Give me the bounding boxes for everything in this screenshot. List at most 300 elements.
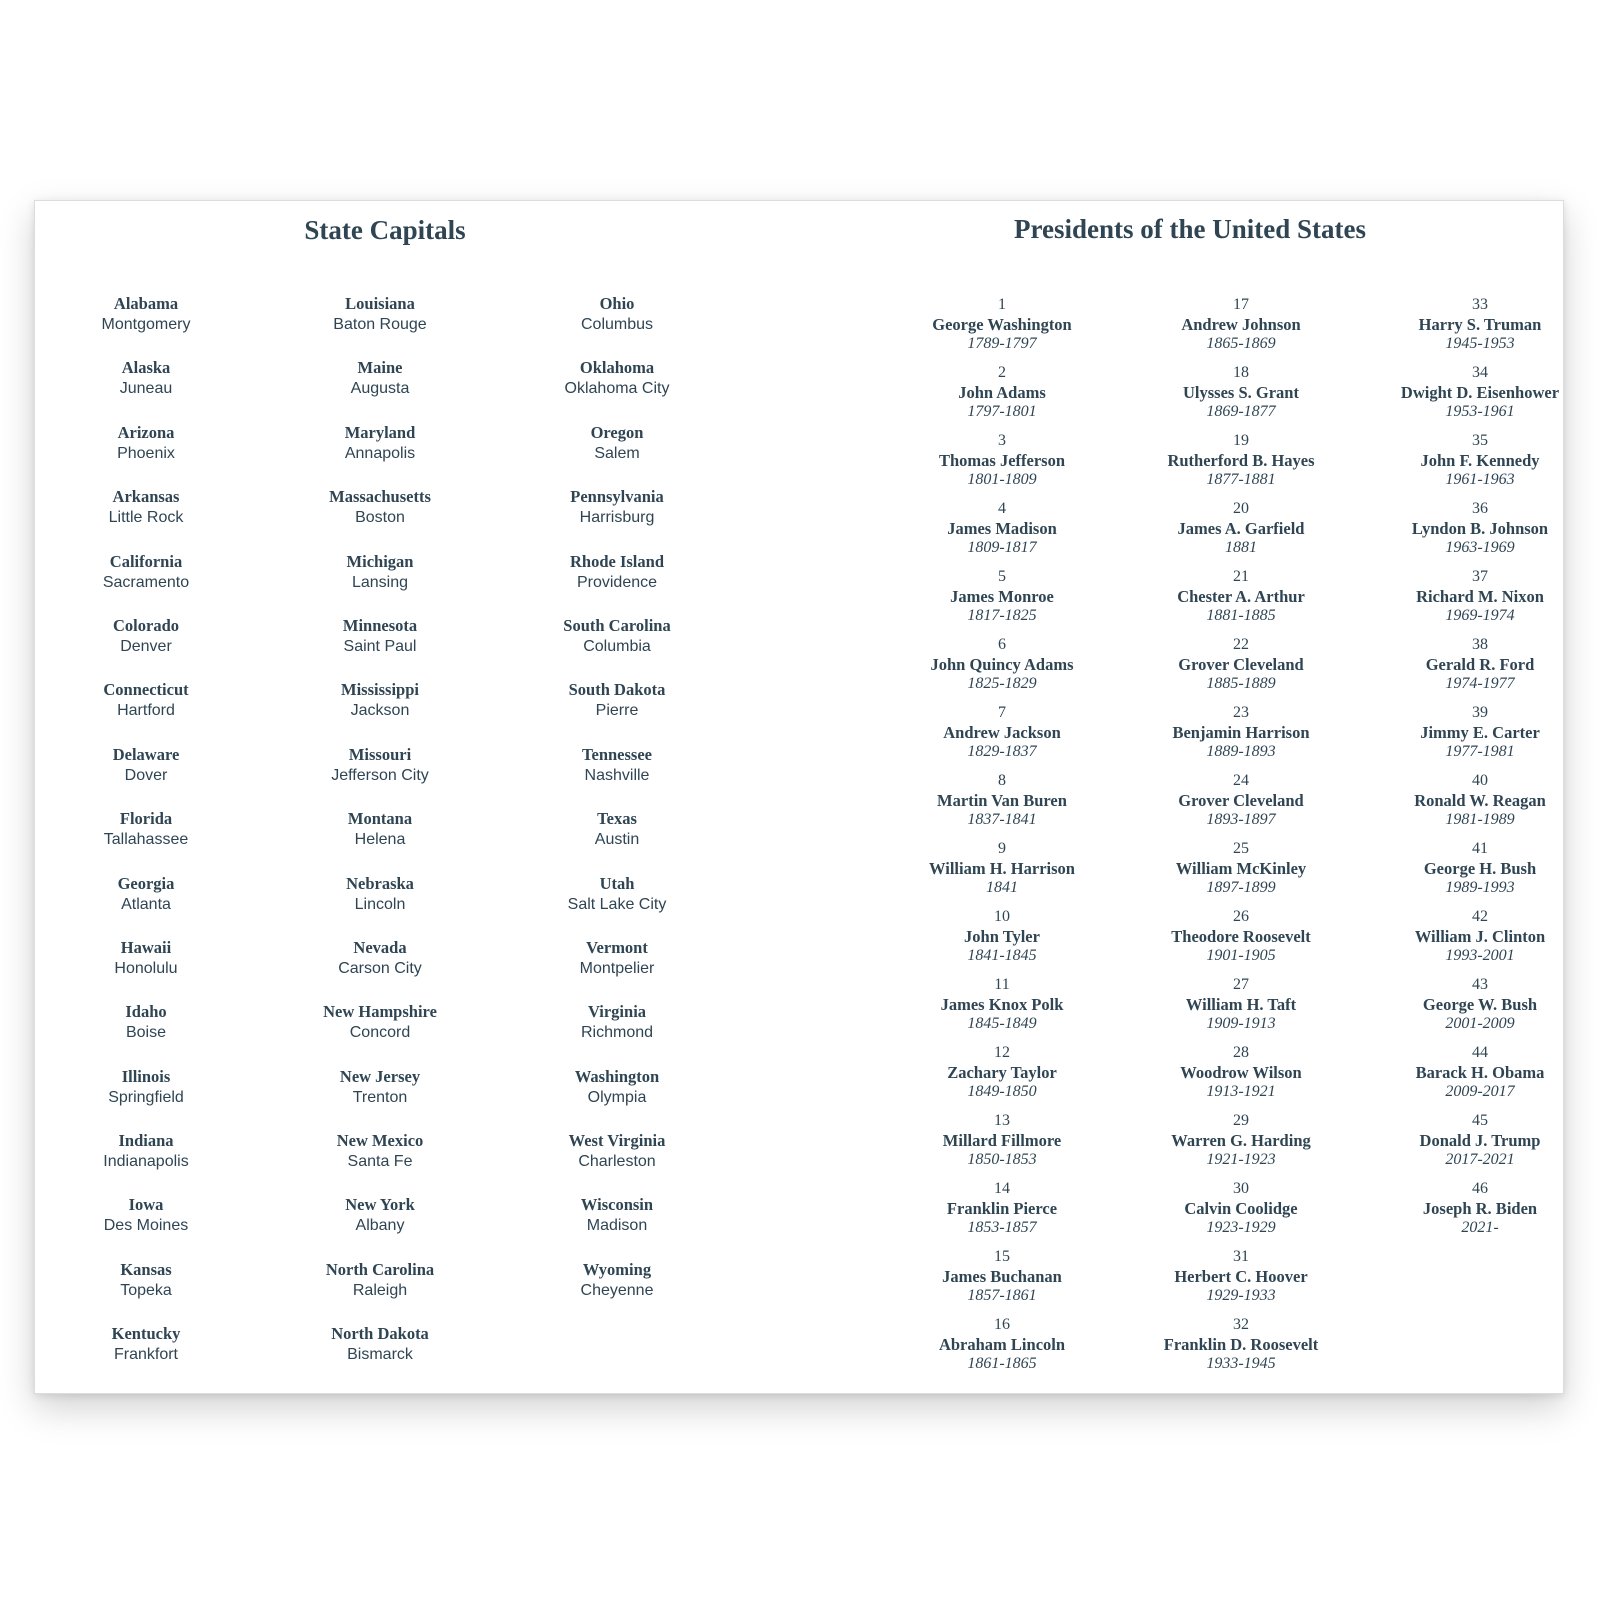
capital-name: Augusta	[350, 380, 410, 398]
president-name: William H. Harrison	[929, 858, 1075, 878]
state-entry	[31, 744, 261, 808]
capital-name: Lincoln	[354, 895, 406, 913]
president-number: 41	[1472, 840, 1488, 857]
state-entry	[502, 422, 732, 486]
state-name: Maryland	[344, 422, 416, 442]
president-number: 21	[1233, 568, 1249, 585]
capital-name: Olympia	[587, 1088, 647, 1106]
state-name: Washington	[574, 1066, 660, 1086]
state-name: Florida	[119, 809, 173, 829]
capital-name: Raleigh	[352, 1281, 408, 1299]
capital-name: Pierre	[595, 702, 639, 720]
state-entry	[31, 808, 261, 872]
capital-name: Sacramento	[102, 573, 190, 591]
president-number: 35	[1472, 432, 1488, 449]
president-number: 10	[994, 908, 1010, 925]
president-number: 34	[1472, 364, 1488, 381]
state-name: Connecticut	[103, 680, 189, 700]
president-number: 38	[1472, 636, 1488, 653]
president-entry	[887, 839, 1117, 907]
president-entry	[887, 499, 1117, 567]
capital-name: Columbus	[580, 316, 654, 333]
president-entry	[887, 1111, 1117, 1179]
president-number: 9	[998, 840, 1006, 857]
state-name: Texas	[597, 809, 637, 829]
state-name: Alaska	[121, 358, 171, 378]
state-entry	[265, 937, 495, 1001]
capital-name: Montgomery	[101, 316, 191, 333]
president-name: Millard Fillmore	[942, 1130, 1062, 1150]
president-name: Barack H. Obama	[1415, 1062, 1545, 1082]
president-name: Franklin Pierce	[946, 1198, 1058, 1218]
president-name: Rutherford B. Hayes	[1167, 450, 1315, 470]
state-entry	[265, 615, 495, 679]
president-name: Ulysses S. Grant	[1183, 382, 1299, 402]
state-entry	[502, 293, 732, 357]
capital-name: Baton Rouge	[333, 316, 427, 333]
capital-name: Charleston	[578, 1153, 656, 1171]
state-name: Arkansas	[112, 487, 180, 507]
state-entry	[265, 422, 495, 486]
capital-name: Columbia	[583, 637, 651, 655]
president-term: 1885-1889	[1206, 675, 1276, 692]
president-term: 1850-1853	[967, 1151, 1037, 1168]
president-entry	[887, 907, 1117, 975]
president-number: 32	[1233, 1316, 1249, 1333]
capital-name: Salem	[594, 444, 640, 462]
president-term: 2001-2009	[1445, 1015, 1515, 1032]
state-entry	[502, 551, 732, 615]
president-entry	[1365, 363, 1595, 431]
president-name: George W. Bush	[1422, 994, 1538, 1014]
president-term: 1881	[1225, 539, 1257, 556]
state-entry	[502, 1194, 732, 1258]
state-entry	[31, 1323, 261, 1387]
president-term: 1841-1845	[967, 947, 1037, 964]
president-term: 1797-1801	[967, 403, 1037, 420]
president-number: 36	[1472, 500, 1488, 517]
president-entry	[1126, 567, 1356, 635]
president-number: 46	[1472, 1180, 1488, 1197]
president-term: 1849-1850	[967, 1083, 1037, 1100]
president-term: 1989-1993	[1445, 879, 1515, 896]
state-name: Louisiana	[345, 294, 415, 313]
state-name: Vermont	[586, 937, 648, 957]
president-name: Grover Cleveland	[1178, 790, 1304, 810]
president-name: Abraham Lincoln	[938, 1334, 1066, 1354]
capital-name: Lansing	[351, 573, 409, 591]
presidents-column-2	[1126, 295, 1356, 1383]
capital-name: Bismarck	[347, 1346, 413, 1364]
state-entry	[31, 357, 261, 421]
state-name: Maine	[357, 358, 403, 378]
state-entry	[265, 1259, 495, 1323]
state-name: Alabama	[113, 294, 179, 313]
president-name: Joseph R. Biden	[1422, 1198, 1538, 1218]
capital-name: Concord	[349, 1024, 411, 1042]
capital-name: Honolulu	[114, 959, 178, 977]
president-term: 1829-1837	[967, 743, 1037, 760]
president-name: James A. Garfield	[1177, 518, 1305, 538]
state-capitals-column-3	[502, 293, 732, 1323]
president-number: 19	[1233, 432, 1249, 449]
president-number: 6	[998, 636, 1006, 653]
state-name: Colorado	[113, 615, 179, 635]
state-entry	[502, 615, 732, 679]
capital-name: Des Moines	[103, 1217, 189, 1235]
president-name: James Monroe	[950, 586, 1054, 606]
president-number: 27	[1233, 976, 1249, 993]
president-name: Warren G. Harding	[1171, 1130, 1311, 1150]
state-name: Iowa	[128, 1195, 164, 1215]
state-name: North Dakota	[331, 1324, 429, 1344]
president-number: 42	[1472, 908, 1488, 925]
president-entry	[1365, 1043, 1595, 1111]
state-name: Ohio	[599, 294, 635, 313]
president-term: 1865-1869	[1206, 335, 1276, 352]
president-number: 23	[1233, 704, 1249, 721]
state-name: Oklahoma	[579, 358, 655, 378]
president-number: 11	[994, 976, 1010, 993]
president-number: 39	[1472, 704, 1488, 721]
capital-name: Atlanta	[121, 895, 171, 913]
capital-name: Springfield	[108, 1088, 184, 1106]
president-entry	[1365, 839, 1595, 907]
state-entry	[265, 486, 495, 550]
capital-name: Montpelier	[579, 959, 655, 977]
president-name: Lyndon B. Johnson	[1411, 518, 1549, 538]
president-entry	[887, 1043, 1117, 1111]
president-entry	[1365, 635, 1595, 703]
state-name: Illinois	[121, 1066, 171, 1086]
president-name: James Madison	[947, 518, 1057, 538]
president-number: 33	[1472, 296, 1488, 313]
president-entry	[1365, 703, 1595, 771]
president-name: Martin Van Buren	[937, 790, 1067, 810]
president-term: 1877-1881	[1206, 471, 1276, 488]
president-entry	[1365, 295, 1595, 363]
state-entry	[502, 357, 732, 421]
president-entry	[1126, 907, 1356, 975]
state-name: Utah	[599, 873, 635, 893]
president-entry	[1365, 499, 1595, 567]
president-name: George H. Bush	[1423, 858, 1537, 878]
president-name: Benjamin Harrison	[1172, 722, 1310, 742]
president-number: 43	[1472, 976, 1488, 993]
president-name: Grover Cleveland	[1178, 654, 1304, 674]
capital-name: Providence	[576, 573, 658, 591]
president-entry	[1126, 975, 1356, 1043]
president-name: William McKinley	[1175, 858, 1307, 878]
president-entry	[1126, 499, 1356, 567]
state-name: Virginia	[587, 1002, 647, 1022]
president-entry	[887, 1179, 1117, 1247]
president-term: 1897-1899	[1206, 879, 1276, 896]
capital-name: Austin	[594, 831, 640, 849]
president-term: 1881-1885	[1206, 607, 1276, 624]
state-name: Massachusetts	[329, 487, 431, 507]
president-entry	[1126, 295, 1356, 363]
president-number: 31	[1233, 1248, 1249, 1265]
president-number: 14	[994, 1180, 1010, 1197]
capital-name: Tallahassee	[103, 831, 189, 849]
capital-name: Santa Fe	[347, 1153, 413, 1171]
president-term: 2009-2017	[1445, 1083, 1515, 1100]
state-entry	[265, 1323, 495, 1387]
state-entry	[265, 293, 495, 357]
president-number: 18	[1233, 364, 1249, 381]
state-entry	[502, 679, 732, 743]
president-term: 1909-1913	[1206, 1015, 1276, 1032]
state-name: Nevada	[353, 937, 407, 957]
president-term: 1817-1825	[967, 607, 1037, 624]
state-entry	[502, 1001, 732, 1065]
president-entry	[1365, 907, 1595, 975]
state-capitals-column-1	[31, 293, 261, 1388]
president-entry	[887, 431, 1117, 499]
state-name: Wyoming	[582, 1259, 652, 1279]
state-entry	[31, 1001, 261, 1065]
capital-name: Trenton	[352, 1088, 408, 1106]
state-entry	[502, 486, 732, 550]
president-name: Dwight D. Eisenhower	[1400, 382, 1560, 402]
state-entry	[265, 1066, 495, 1130]
state-entry	[265, 808, 495, 872]
state-entry	[265, 679, 495, 743]
state-entry	[31, 422, 261, 486]
state-name: Kansas	[120, 1259, 172, 1279]
president-term: 1869-1877	[1206, 403, 1276, 420]
state-entry	[502, 744, 732, 808]
president-name: Donald J. Trump	[1419, 1130, 1541, 1150]
president-number: 28	[1233, 1044, 1249, 1061]
president-term: 1825-1829	[967, 675, 1037, 692]
president-number: 2	[998, 364, 1006, 381]
state-name: Wisconsin	[580, 1195, 654, 1215]
president-entry	[1126, 431, 1356, 499]
state-name: New York	[345, 1195, 415, 1215]
president-number: 4	[998, 500, 1006, 517]
capital-name: Madison	[586, 1217, 648, 1235]
capital-name: Nashville	[584, 766, 650, 784]
president-number: 22	[1233, 636, 1249, 653]
president-number: 37	[1472, 568, 1488, 585]
state-name: Oregon	[590, 422, 644, 442]
capital-name: Denver	[120, 637, 172, 655]
state-name: South Dakota	[568, 680, 666, 700]
president-name: Ronald W. Reagan	[1414, 790, 1546, 810]
state-name: Hawaii	[120, 937, 172, 957]
president-term: 1981-1989	[1445, 811, 1515, 828]
president-term: 1837-1841	[967, 811, 1037, 828]
president-name: John Tyler	[964, 926, 1040, 946]
state-name: Kentucky	[111, 1324, 181, 1344]
president-name: William J. Clinton	[1414, 926, 1546, 946]
president-term: 1801-1809	[967, 471, 1037, 488]
president-entry	[1126, 1179, 1356, 1247]
capital-name: Jackson	[350, 702, 410, 720]
president-term: 1921-1923	[1206, 1151, 1276, 1168]
president-term: 1889-1893	[1206, 743, 1276, 760]
capital-name: Oklahoma City	[564, 380, 670, 398]
president-name: Jimmy E. Carter	[1420, 722, 1540, 742]
state-entry	[31, 486, 261, 550]
president-term: 1945-1953	[1445, 335, 1515, 352]
state-name: Idaho	[125, 1002, 167, 1022]
president-term: 1969-1974	[1445, 607, 1515, 624]
president-entry	[887, 635, 1117, 703]
state-entry	[265, 1001, 495, 1065]
president-name: John Quincy Adams	[930, 654, 1074, 674]
capital-name: Jefferson City	[331, 766, 429, 784]
president-number: 12	[994, 1044, 1010, 1061]
president-name: Gerald R. Ford	[1425, 654, 1535, 674]
president-name: Chester A. Arthur	[1177, 586, 1305, 606]
president-name: Herbert C. Hoover	[1174, 1266, 1308, 1286]
president-entry	[1126, 635, 1356, 703]
president-term: 1974-1977	[1445, 675, 1515, 692]
president-entry	[1126, 703, 1356, 771]
president-name: John Adams	[958, 382, 1046, 402]
president-term: 1961-1963	[1445, 471, 1515, 488]
state-entry	[31, 873, 261, 937]
president-number: 16	[994, 1316, 1010, 1333]
state-entry	[265, 1130, 495, 1194]
capital-name: Harrisburg	[579, 509, 655, 527]
state-entry	[31, 1130, 261, 1194]
president-number: 40	[1472, 772, 1488, 789]
president-number: 8	[998, 772, 1006, 789]
president-entry	[1365, 431, 1595, 499]
president-term: 1789-1797	[967, 335, 1037, 352]
state-capitals-title: State Capitals	[304, 215, 466, 245]
president-name: Franklin D. Roosevelt	[1163, 1334, 1319, 1354]
capital-name: Boston	[355, 509, 405, 527]
president-number: 24	[1233, 772, 1249, 789]
president-name: George Washington	[932, 314, 1072, 334]
capital-name: Albany	[355, 1217, 405, 1235]
state-name: Pennsylvania	[570, 487, 664, 507]
president-name: Zachary Taylor	[947, 1062, 1057, 1082]
president-term: 1923-1929	[1206, 1219, 1276, 1236]
president-name: Harry S. Truman	[1418, 314, 1542, 334]
state-name: West Virginia	[568, 1131, 666, 1151]
president-entry	[887, 771, 1117, 839]
president-number: 45	[1472, 1112, 1488, 1129]
president-name: Woodrow Wilson	[1180, 1062, 1302, 1082]
capital-name: Annapolis	[344, 444, 416, 462]
president-term: 1977-1981	[1445, 743, 1515, 760]
state-name: California	[109, 551, 183, 571]
capital-name: Frankfort	[113, 1346, 178, 1364]
president-entry	[1365, 567, 1595, 635]
state-name: New Jersey	[339, 1066, 421, 1086]
capital-name: Topeka	[120, 1281, 172, 1299]
state-name: Georgia	[117, 873, 175, 893]
state-entry	[265, 551, 495, 615]
president-number: 29	[1233, 1112, 1249, 1129]
state-entry	[31, 1066, 261, 1130]
state-name: Indiana	[118, 1131, 174, 1151]
state-name: Missouri	[348, 744, 412, 764]
president-entry	[1365, 771, 1595, 839]
capital-name: Dover	[124, 766, 168, 784]
president-name: Theodore Roosevelt	[1171, 926, 1311, 946]
president-term: 1845-1849	[967, 1015, 1037, 1032]
state-entry	[265, 1194, 495, 1258]
capital-name: Salt Lake City	[567, 895, 667, 913]
state-name: Minnesota	[342, 615, 418, 635]
presidents-column-1	[887, 295, 1117, 1383]
president-term: 1809-1817	[967, 539, 1037, 556]
president-entry	[1126, 363, 1356, 431]
president-name: James Knox Polk	[940, 994, 1064, 1014]
capital-name: Boise	[125, 1024, 167, 1042]
president-number: 1	[998, 296, 1006, 313]
state-name: Mississippi	[341, 680, 419, 700]
state-entry	[502, 873, 732, 937]
president-number: 7	[998, 704, 1006, 721]
state-name: New Hampshire	[323, 1002, 437, 1022]
president-entry	[887, 1315, 1117, 1383]
capital-name: Richmond	[580, 1024, 654, 1042]
president-entry	[1126, 839, 1356, 907]
president-entry	[1365, 975, 1595, 1043]
reference-page	[34, 200, 1564, 1394]
president-number: 25	[1233, 840, 1249, 857]
president-term: 1929-1933	[1206, 1287, 1276, 1304]
state-name: Delaware	[112, 744, 180, 764]
president-term: 1953-1961	[1445, 403, 1515, 420]
state-entry	[31, 679, 261, 743]
president-term: 1963-1969	[1445, 539, 1515, 556]
president-term: 2021-	[1461, 1219, 1499, 1236]
state-entry	[502, 1259, 732, 1323]
president-name: John F. Kennedy	[1420, 450, 1540, 470]
president-term: 1893-1897	[1206, 811, 1276, 828]
state-entry	[265, 744, 495, 808]
president-term: 1841	[986, 879, 1018, 896]
president-entry	[887, 1247, 1117, 1315]
president-number: 26	[1233, 908, 1249, 925]
president-entry	[1126, 1111, 1356, 1179]
presidents-title: Presidents of the United States	[1014, 214, 1366, 244]
president-number: 3	[998, 432, 1006, 449]
capital-name: Phoenix	[117, 444, 175, 462]
capital-name: Juneau	[119, 380, 173, 398]
state-entry	[502, 1130, 732, 1194]
state-name: Tennessee	[582, 744, 652, 764]
president-entry	[887, 363, 1117, 431]
president-number: 17	[1233, 296, 1249, 313]
president-name: William H. Taft	[1185, 994, 1297, 1014]
state-entry	[265, 357, 495, 421]
president-name: Andrew Jackson	[943, 722, 1061, 742]
president-entry	[887, 703, 1117, 771]
president-term: 1853-1857	[967, 1219, 1037, 1236]
capital-name: Saint Paul	[343, 637, 417, 655]
president-number: 15	[994, 1248, 1010, 1265]
president-entry	[887, 567, 1117, 635]
capital-name: Helena	[354, 831, 406, 849]
president-term: 2017-2021	[1445, 1151, 1515, 1168]
president-entry	[887, 295, 1117, 363]
state-capitals-column-2	[265, 293, 495, 1388]
state-name: Montana	[347, 809, 413, 829]
state-entry	[31, 1259, 261, 1323]
president-name: Thomas Jefferson	[938, 450, 1066, 470]
president-term: 1901-1905	[1206, 947, 1276, 964]
